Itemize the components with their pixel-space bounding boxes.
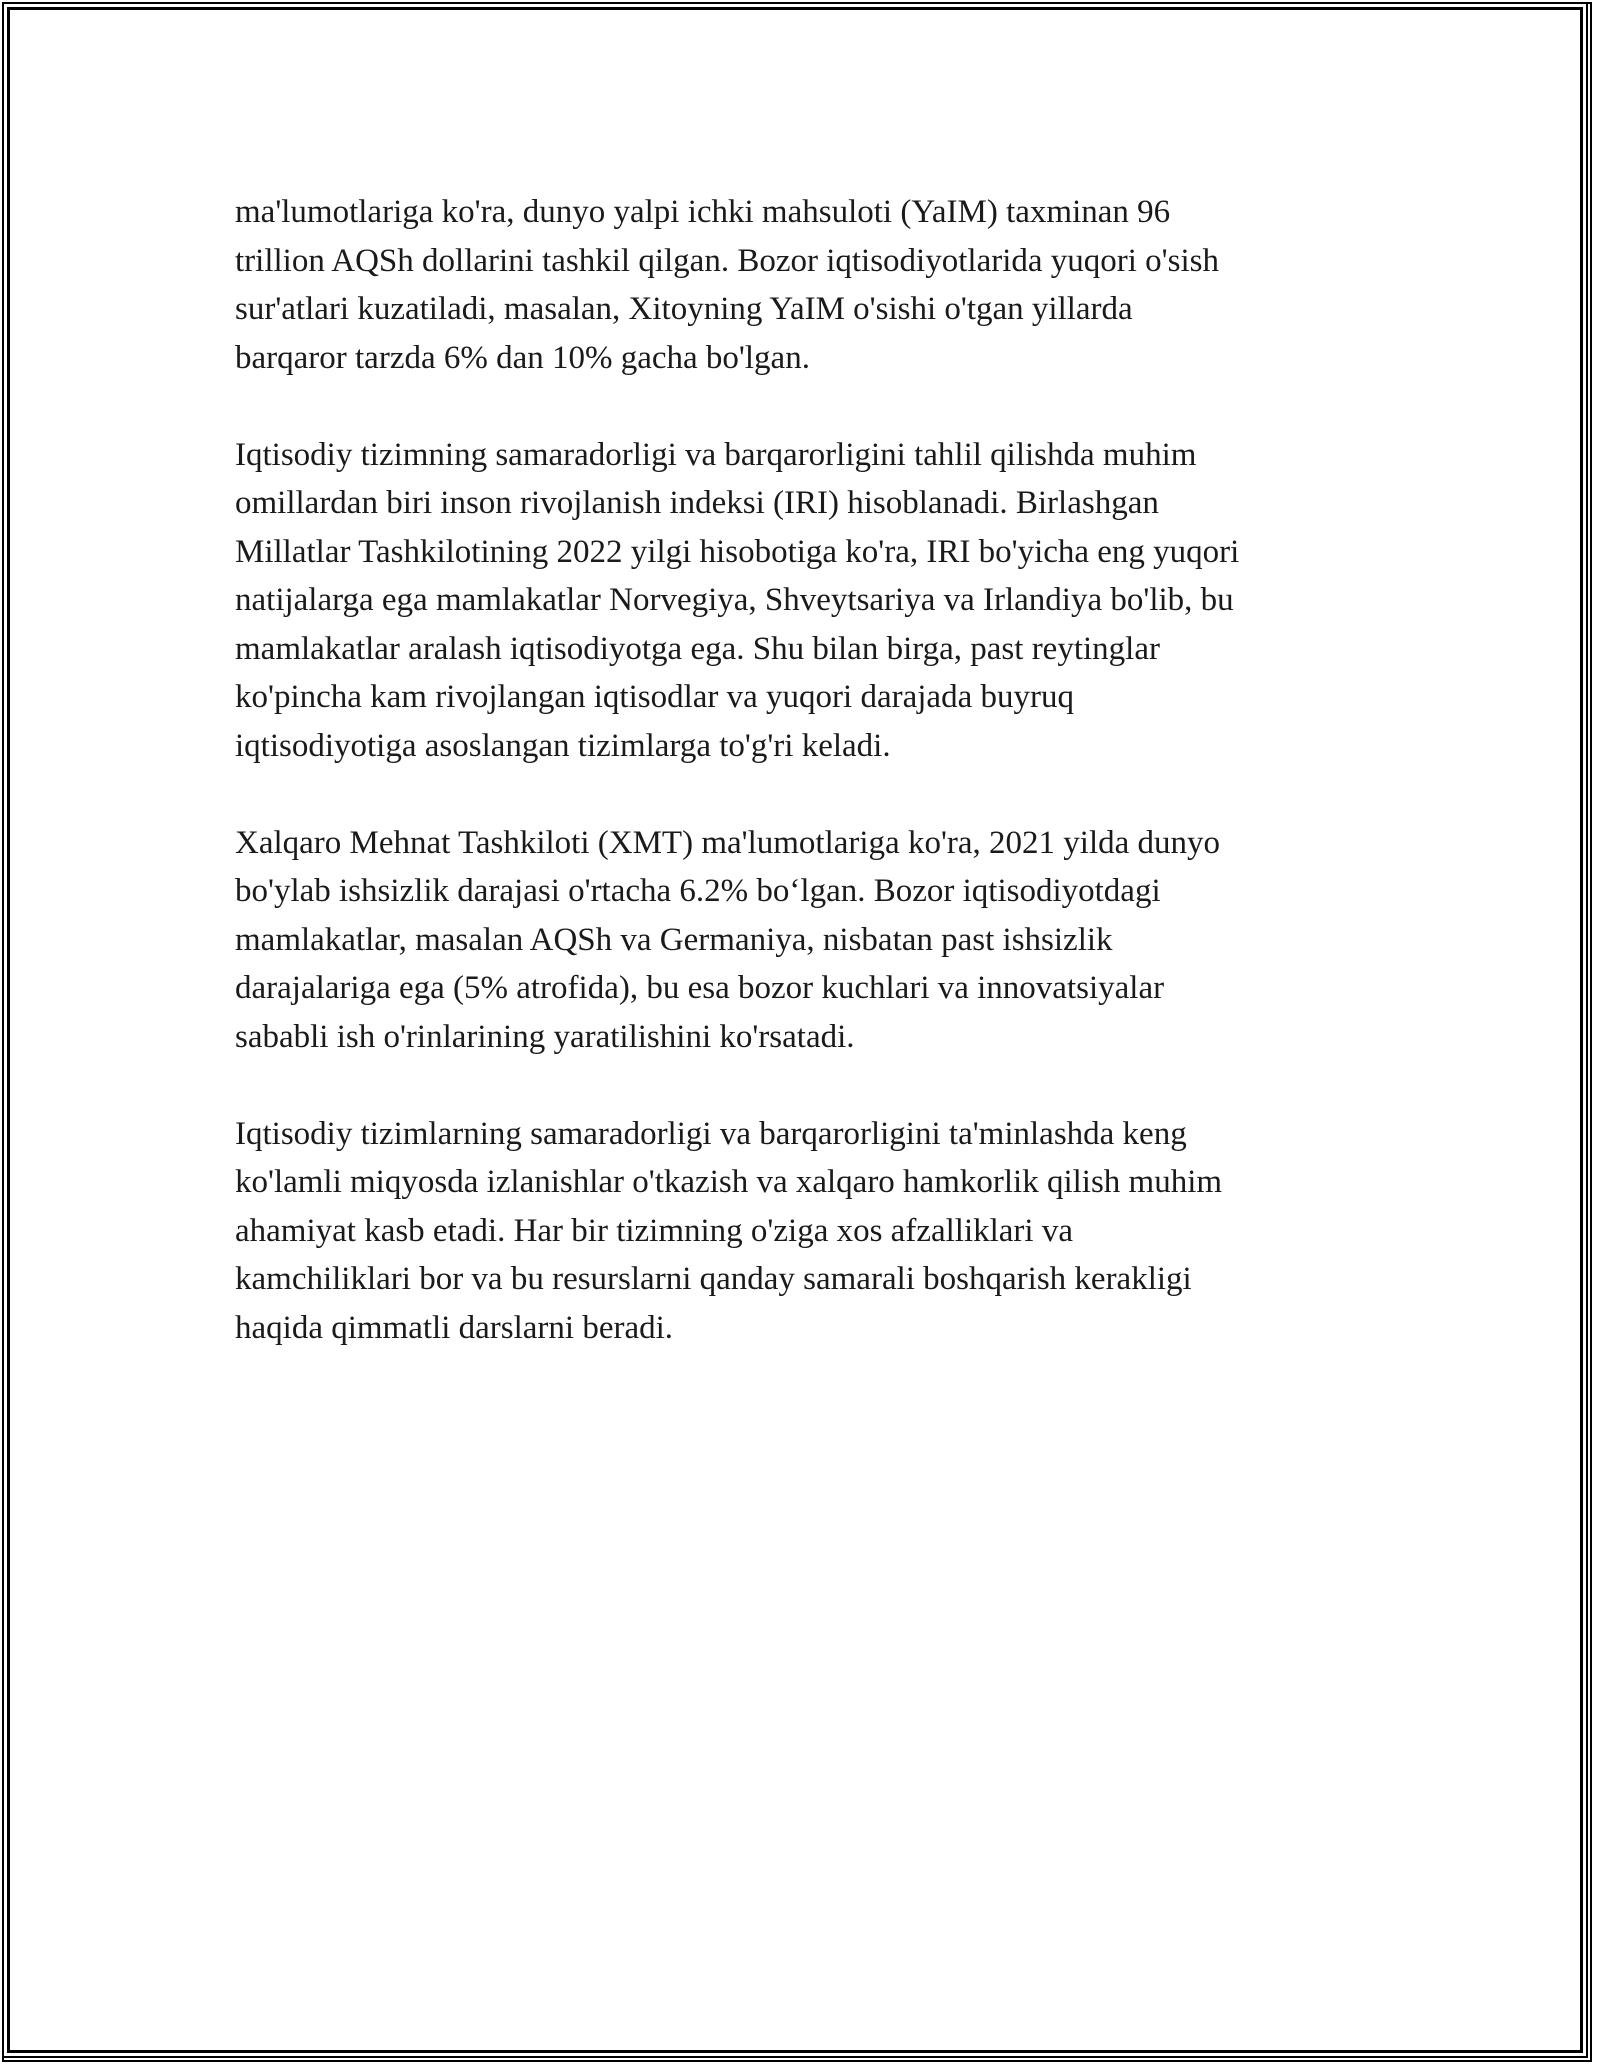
text-line: barqaror tarzda 6% dan 10% gacha bo'lgan. [235, 339, 810, 376]
document-body [235, 188, 1375, 1401]
text-line: iqtisodiyotiga asoslangan tizimlarga to'g'ri keladi. [235, 727, 891, 764]
text-line: Millatlar Tashkilotining 2022 yilgi hisobotiga ko'ra, IRI bo'yicha eng yuqori [235, 533, 1240, 570]
paragraph-2 [235, 431, 1375, 771]
text-line: Iqtisodiy tizimning samaradorligi va barqarorligini tahlil qilishda muhim [235, 436, 1197, 473]
text-line: ahamiyat kasb etadi. Har bir tizimning o'ziga xos afzalliklari va [235, 1212, 1073, 1249]
text-line: bo'ylab ishsizlik darajasi o'rtacha 6.2% bo‘lgan. Bozor iqtisodiyotdagi [235, 873, 1161, 909]
text-line: ma'lumotlariga ko'ra, dunyo yalpi ichki mahsuloti (YaIM) taxminan 96 [235, 194, 1171, 230]
text-line: mamlakatlar, masalan AQSh va Germaniya, nisbatan past ishsizlik [235, 921, 1113, 958]
text-line: darajalariga ega (5% atrofida), bu esa bozor kuchlari va innovatsiyalar [235, 970, 1165, 1006]
paragraph-1 [235, 188, 1375, 382]
text-line: omillardan biri inson rivojlanish indeksi (IRI) hisoblanadi. Birlashgan [235, 485, 1159, 521]
text-line: ko'pincha kam rivojlangan iqtisodlar va yuqori darajada buyruq [235, 679, 1074, 715]
text-line: trillion AQSh dollarini tashkil qilgan. Bozor iqtisodiyotlarida yuqori o'sish [235, 242, 1219, 279]
text-line: sababli ish o'rinlarining yaratilishini ko'rsatadi. [235, 1018, 855, 1055]
text-line: Iqtisodiy tizimlarning samaradorligi va barqarorligini ta'minlashda keng [235, 1115, 1187, 1152]
text-line: mamlakatlar aralash iqtisodiyotga ega. Shu bilan birga, past reytinglar [235, 630, 1160, 667]
paragraph-4 [235, 1110, 1375, 1353]
text-line: natijalarga ega mamlakatlar Norvegiya, Shveytsariya va Irlandiya bo'lib, bu [235, 582, 1234, 618]
paragraph-3 [235, 819, 1375, 1062]
text-line: sur'atlari kuzatiladi, masalan, Xitoyning YaIM o'sishi o'tgan yillarda [235, 291, 1133, 327]
text-line: haqida qimmatli darslarni beradi. [235, 1309, 674, 1346]
text-line: Xalqaro Mehnat Tashkiloti (XMT) ma'lumotlariga ko'ra, 2021 yilda dunyo [235, 824, 1221, 861]
text-line: kamchiliklari bor va bu resurslarni qanday samarali boshqarish kerakligi [235, 1261, 1192, 1297]
text-line: ko'lamli miqyosda izlanishlar o'tkazish va xalqaro hamkorlik qilish muhim [235, 1164, 1223, 1200]
